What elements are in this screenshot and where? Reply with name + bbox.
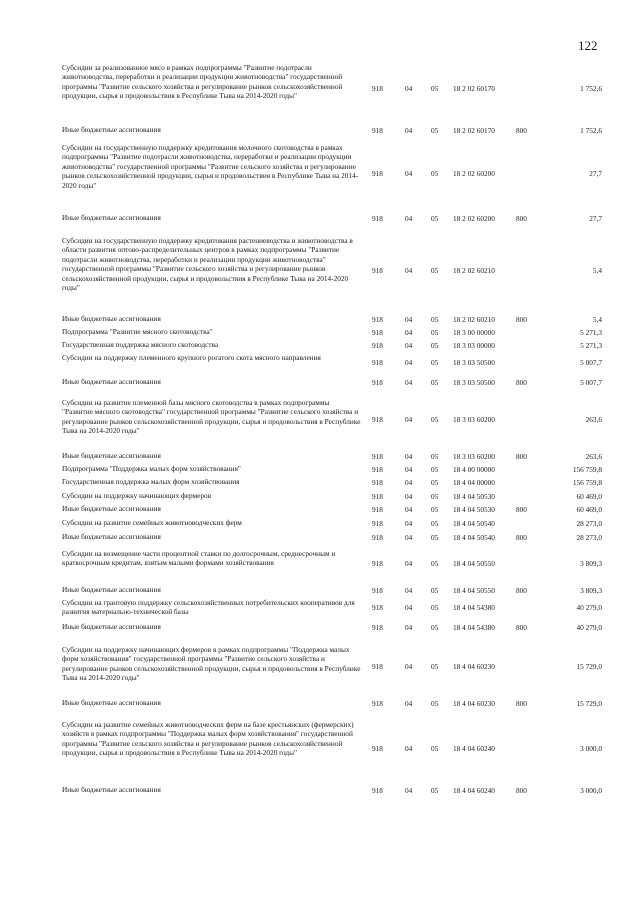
page-number: 122 <box>578 38 598 53</box>
row-section: 04 <box>405 358 413 367</box>
row-name: Иные бюджетные ассигнования <box>62 585 161 594</box>
table-row <box>0 377 640 389</box>
row-target-article: 18 2 02 60200 <box>453 214 495 223</box>
row-name: Иные бюджетные ассигнования <box>62 532 161 541</box>
row-grbs: 918 <box>372 492 383 501</box>
row-section: 04 <box>405 519 413 528</box>
row-section: 04 <box>405 559 413 568</box>
row-section: 04 <box>405 505 413 514</box>
row-grbs: 918 <box>372 586 383 595</box>
row-amount: 3 000,0 <box>580 786 602 795</box>
row-name: Иные бюджетные ассигнования <box>62 622 161 631</box>
row-amount: 15 729,0 <box>576 662 602 671</box>
row-subsection: 05 <box>431 505 439 514</box>
table-row <box>0 477 640 489</box>
row-target-article: 18 4 04 50540 <box>453 533 495 542</box>
row-section: 04 <box>405 786 413 795</box>
row-grbs: 918 <box>372 169 383 178</box>
table-row <box>0 63 640 115</box>
row-subsection: 05 <box>431 699 439 708</box>
row-subsection: 05 <box>431 415 439 424</box>
row-subsection: 05 <box>431 452 439 461</box>
row-subsection: 05 <box>431 603 439 612</box>
row-target-article: 18 4 04 60240 <box>453 744 495 753</box>
row-grbs: 918 <box>372 744 383 753</box>
table-row <box>0 518 640 530</box>
row-amount: 60 469,0 <box>576 492 602 501</box>
row-amount: 5 271,3 <box>580 328 602 337</box>
row-section: 04 <box>405 492 413 501</box>
row-subsection: 05 <box>431 266 439 275</box>
row-grbs: 918 <box>372 341 383 350</box>
row-name: Субсидии на развитие племенной базы мясного скотоводства в рамках подпрограммы "Развитие мясного скотоводства" государственной программы "Развитие сельского хозяйства и регулирование рынков сельскохозяйственной продукции, сырья и продовольствия в Республике Тыва на 2014-2020 годы" <box>62 398 361 436</box>
row-expense-type: 800 <box>516 586 527 595</box>
row-target-article: 18 3 03 00000 <box>453 341 495 350</box>
row-section: 04 <box>405 315 413 324</box>
table-row <box>0 585 640 597</box>
row-subsection: 05 <box>431 744 439 753</box>
row-subsection: 05 <box>431 478 439 487</box>
row-target-article: 18 4 04 50550 <box>453 586 495 595</box>
row-subsection: 05 <box>431 662 439 671</box>
row-subsection: 05 <box>431 84 439 93</box>
row-grbs: 918 <box>372 559 383 568</box>
row-subsection: 05 <box>431 169 439 178</box>
row-section: 04 <box>405 533 413 542</box>
row-section: 04 <box>405 452 413 461</box>
row-target-article: 18 4 04 60240 <box>453 786 495 795</box>
row-name: Государственная поддержка мясного скотоводства <box>62 340 219 349</box>
row-subsection: 05 <box>431 341 439 350</box>
row-grbs: 918 <box>372 415 383 424</box>
row-grbs: 918 <box>372 84 383 93</box>
table-row <box>0 327 640 339</box>
row-section: 04 <box>405 586 413 595</box>
row-amount: 5,4 <box>592 315 602 324</box>
row-name: Иные бюджетные ассигнования <box>62 698 161 707</box>
row-name: Субсидии на государственную поддержку кредитования молочного скотоводства в рамках подпрограммы "Развитие подотрасли животноводства, переработки и реализации продукции животноводства" государственной программы "Развитие сельского хозяйства и регулирование рынков сельскохозяйственной продукции, сырья и продовольствия в Республике Тыва на 2014-2020 годы" <box>62 143 359 190</box>
row-grbs: 918 <box>372 623 383 632</box>
row-amount: 15 729,0 <box>576 699 602 708</box>
row-section: 04 <box>405 478 413 487</box>
row-subsection: 05 <box>431 559 439 568</box>
row-target-article: 18 4 04 60230 <box>453 699 495 708</box>
row-subsection: 05 <box>431 214 439 223</box>
row-expense-type: 800 <box>516 623 527 632</box>
row-section: 04 <box>405 341 413 350</box>
row-subsection: 05 <box>431 533 439 542</box>
row-name: Субсидии на возмещение части процентной ставки по долгосрочным, среднесрочным и краткосрочным кредитам, взятым малыми формами хозяйствования <box>62 549 336 568</box>
table-row <box>0 340 640 352</box>
row-target-article: 18 4 04 54380 <box>453 623 495 632</box>
row-amount: 263,6 <box>585 415 602 424</box>
row-target-article: 18 4 04 50550 <box>453 559 495 568</box>
row-target-article: 18 3 03 50500 <box>453 358 495 367</box>
row-expense-type: 800 <box>516 452 527 461</box>
row-target-article: 18 3 00 00000 <box>453 328 495 337</box>
row-target-article: 18 2 02 60210 <box>453 315 495 324</box>
row-subsection: 05 <box>431 126 439 135</box>
table-row <box>0 213 640 225</box>
row-subsection: 05 <box>431 586 439 595</box>
row-subsection: 05 <box>431 623 439 632</box>
row-name: Подпрограмма "Развитие мясного скотоводства" <box>62 327 213 336</box>
table-row <box>0 353 640 373</box>
row-section: 04 <box>405 699 413 708</box>
row-name: Субсидии на поддержку начинающих фермеров <box>62 491 212 500</box>
table-row <box>0 125 640 137</box>
row-target-article: 18 2 02 60170 <box>453 84 495 93</box>
row-expense-type: 800 <box>516 126 527 135</box>
row-amount: 3 809,3 <box>580 586 602 595</box>
row-grbs: 918 <box>372 478 383 487</box>
row-name: Субсидии за реализованное мясо в рамках подпрограммы "Развитие подотрасли животноводства, переработки и реализации продукции животноводства" государственной программы "Развитие сельского хозяйства и регулирование рынков сельскохозяйственной продукции, сырья и продовольствия в Республике Тыва на 2014-2020 годы" <box>62 63 343 101</box>
row-subsection: 05 <box>431 465 439 474</box>
row-subsection: 05 <box>431 328 439 337</box>
row-grbs: 918 <box>372 328 383 337</box>
row-section: 04 <box>405 126 413 135</box>
row-amount: 28 273,0 <box>576 519 602 528</box>
row-name: Иные бюджетные ассигнования <box>62 451 161 460</box>
row-section: 04 <box>405 662 413 671</box>
table-row <box>0 785 640 797</box>
row-name: Иные бюджетные ассигнования <box>62 785 161 794</box>
table-row <box>0 504 640 516</box>
row-section: 04 <box>405 84 413 93</box>
row-subsection: 05 <box>431 358 439 367</box>
row-amount: 3 000,0 <box>580 744 602 753</box>
row-expense-type: 800 <box>516 214 527 223</box>
row-target-article: 18 4 04 60230 <box>453 662 495 671</box>
row-amount: 156 759,8 <box>572 465 602 474</box>
row-subsection: 05 <box>431 519 439 528</box>
row-expense-type: 800 <box>516 699 527 708</box>
row-target-article: 18 4 04 50530 <box>453 505 495 514</box>
row-name: Иные бюджетные ассигнования <box>62 213 161 222</box>
row-name: Субсидии на грантовую поддержку сельскохозяйственных потребительских кооперативов для развития материально-технической базы <box>62 598 355 617</box>
row-grbs: 918 <box>372 214 383 223</box>
row-section: 04 <box>405 744 413 753</box>
row-expense-type: 800 <box>516 505 527 514</box>
row-target-article: 18 4 04 50540 <box>453 519 495 528</box>
row-name: Субсидии на поддержку начинающих фермеров в рамках подпрограммы "Поддержка малых форм хозяйствования" государственной программы "Развитие сельского хозяйства и регулирование рынков сельскохозяйственной продукции, сырья и продовольствия в Республике Тыва на 2014-2020 годы" <box>62 645 361 683</box>
row-name: Иные бюджетные ассигнования <box>62 377 161 386</box>
row-section: 04 <box>405 169 413 178</box>
row-name: Субсидии на поддержку племенного крупного рогатого скота мясного направления <box>62 353 321 362</box>
row-target-article: 18 4 04 00000 <box>453 478 495 487</box>
row-target-article: 18 3 03 60200 <box>453 452 495 461</box>
table-row <box>0 464 640 476</box>
row-amount: 5 271,3 <box>580 341 602 350</box>
row-name: Государственная поддержка малых форм хозяйствования <box>62 477 240 486</box>
row-grbs: 918 <box>372 126 383 135</box>
row-section: 04 <box>405 378 413 387</box>
row-amount: 3 809,3 <box>580 559 602 568</box>
row-amount: 5,4 <box>592 266 602 275</box>
row-grbs: 918 <box>372 699 383 708</box>
row-target-article: 18 3 03 60200 <box>453 415 495 424</box>
row-amount: 5 007,7 <box>580 378 602 387</box>
row-grbs: 918 <box>372 533 383 542</box>
row-grbs: 918 <box>372 519 383 528</box>
table-row <box>0 451 640 463</box>
row-grbs: 918 <box>372 603 383 612</box>
row-name: Иные бюджетные ассигнования <box>62 314 161 323</box>
row-grbs: 918 <box>372 465 383 474</box>
row-name: Субсидии на развитие семейных животноводческих ферм на базе крестьянских (фермерских) хозяйств в рамках подпрограммы "Поддержка малых форм хозяйствования" государственной программы "Развитие сельского хозяйства и регулирование рынков сельскохозяйственной продукции, сырья и продовольствия в Республике Тыва на 2014-2020 годы" <box>62 720 354 758</box>
row-target-article: 18 2 02 60210 <box>453 266 495 275</box>
row-subsection: 05 <box>431 315 439 324</box>
row-target-article: 18 4 04 50530 <box>453 492 495 501</box>
row-subsection: 05 <box>431 378 439 387</box>
row-amount: 60 469,0 <box>576 505 602 514</box>
table-row <box>0 532 640 544</box>
row-amount: 27,7 <box>589 214 602 223</box>
row-target-article: 18 2 02 60200 <box>453 169 495 178</box>
row-target-article: 18 4 04 54380 <box>453 603 495 612</box>
row-subsection: 05 <box>431 786 439 795</box>
table-row <box>0 549 640 579</box>
row-grbs: 918 <box>372 358 383 367</box>
row-section: 04 <box>405 415 413 424</box>
table-row <box>0 491 640 503</box>
row-amount: 27,7 <box>589 169 602 178</box>
row-name: Субсидии на развитие семейных животноводческих ферм <box>62 518 242 527</box>
row-amount: 1 752,6 <box>580 84 602 93</box>
row-amount: 40 279,0 <box>576 603 602 612</box>
row-name: Иные бюджетные ассигнования <box>62 504 161 513</box>
row-section: 04 <box>405 603 413 612</box>
table-row <box>0 398 640 442</box>
row-name: Подпрограмма "Поддержка малых форм хозяйствования" <box>62 464 241 473</box>
row-amount: 1 752,6 <box>580 126 602 135</box>
row-section: 04 <box>405 465 413 474</box>
row-grbs: 918 <box>372 662 383 671</box>
row-amount: 263,6 <box>585 452 602 461</box>
table-row <box>0 720 640 778</box>
row-target-article: 18 4 00 00000 <box>453 465 495 474</box>
row-subsection: 05 <box>431 492 439 501</box>
row-section: 04 <box>405 266 413 275</box>
table-row <box>0 236 640 306</box>
table-row <box>0 143 640 205</box>
table-row <box>0 698 640 710</box>
row-amount: 28 273,0 <box>576 533 602 542</box>
row-grbs: 918 <box>372 315 383 324</box>
row-expense-type: 800 <box>516 378 527 387</box>
row-section: 04 <box>405 623 413 632</box>
row-amount: 40 279,0 <box>576 623 602 632</box>
row-target-article: 18 2 02 60170 <box>453 126 495 135</box>
row-expense-type: 800 <box>516 786 527 795</box>
row-grbs: 918 <box>372 378 383 387</box>
row-grbs: 918 <box>372 505 383 514</box>
row-section: 04 <box>405 214 413 223</box>
row-amount: 156 759,8 <box>572 478 602 487</box>
row-grbs: 918 <box>372 786 383 795</box>
row-name: Иные бюджетные ассигнования <box>62 125 161 134</box>
table-row <box>0 598 640 618</box>
table-row <box>0 622 640 634</box>
row-target-article: 18 3 03 50500 <box>453 378 495 387</box>
row-grbs: 918 <box>372 452 383 461</box>
table-row <box>0 645 640 689</box>
row-expense-type: 800 <box>516 315 527 324</box>
row-section: 04 <box>405 328 413 337</box>
row-amount: 5 007,7 <box>580 358 602 367</box>
row-grbs: 918 <box>372 266 383 275</box>
table-row <box>0 314 640 326</box>
row-expense-type: 800 <box>516 533 527 542</box>
row-name: Субсидии на государственную поддержку кредитования растениеводства и животноводства в области развития оптово-распределительных центров в рамках подпрограммы "Развитие подотрасли животноводства, переработки и реализации продукции животноводства" государственной программы "Развитие сельского хозяйства и регулирование рынков сельскохозяйственной продукции, сырья и продовольствия в Республике Тыва на 2014-2020 годы" <box>62 236 353 293</box>
